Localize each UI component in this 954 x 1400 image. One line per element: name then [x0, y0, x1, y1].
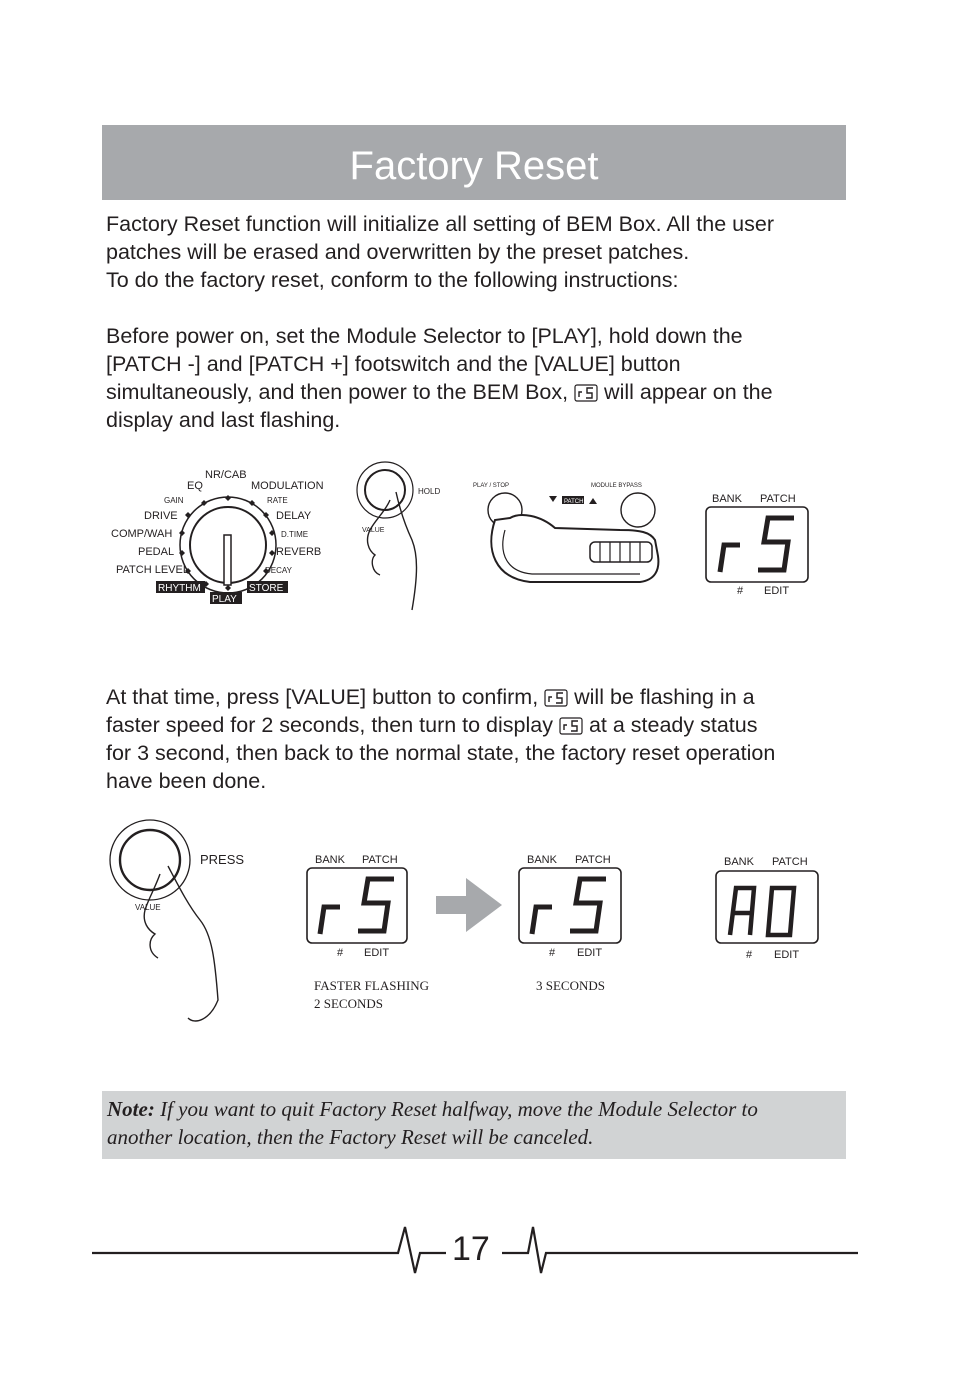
step2-line: have been done.	[106, 769, 267, 793]
step2-text: faster speed for 2 seconds, then turn to display	[106, 713, 559, 737]
step2-text: will be flashing in a	[568, 685, 755, 709]
display-bank-label: BANK	[315, 854, 345, 866]
page-title: Factory Reset	[349, 144, 599, 188]
pedal-box-figure	[473, 483, 658, 582]
selector-label-decay: DECAY	[265, 566, 292, 575]
figure-row-1	[100, 460, 840, 620]
value-label: VALUE	[135, 903, 161, 912]
display-edit-label: EDIT	[577, 947, 603, 959]
selector-label-compwah: COMP/WAH	[111, 528, 173, 540]
playstop-label: PLAY / STOP	[473, 483, 510, 489]
page-number: 17	[452, 1230, 490, 1268]
display-patch-label: PATCH	[575, 854, 611, 866]
display-hash-label: #	[737, 585, 744, 597]
caption-line: FASTER FLASHING	[314, 978, 429, 993]
selector-label-play: PLAY	[212, 594, 237, 605]
press-knob-figure	[110, 820, 244, 1021]
note-box	[102, 1091, 846, 1159]
display-edit-label: EDIT	[774, 949, 800, 961]
display-bank-label: BANK	[527, 854, 557, 866]
step1-line: Before power on, set the Module Selector to [PLAY], hold down the	[106, 324, 743, 348]
step1-paragraph	[106, 322, 846, 434]
display-hash-label: #	[746, 949, 753, 961]
selector-label-eq: EQ	[187, 480, 203, 492]
display-patch-label: PATCH	[362, 854, 398, 866]
rs-display-icon	[574, 384, 598, 402]
step2-line	[106, 711, 846, 739]
note-label: Note:	[107, 1097, 155, 1121]
modulebypass-label: MODULE BYPASS	[591, 483, 642, 489]
display-edit-label: EDIT	[364, 947, 390, 959]
press-label: PRESS	[200, 852, 245, 867]
note-text	[107, 1095, 843, 1151]
step2-line: for 3 second, then back to the normal state, the factory reset operation	[106, 741, 776, 765]
selector-label-delay: DELAY	[276, 510, 312, 522]
patch-label: PATCH	[564, 499, 584, 505]
step2-text: at a steady status	[582, 713, 758, 737]
caption-faster-flashing	[314, 977, 429, 1013]
intro-paragraph	[106, 210, 846, 294]
display-rs-1	[706, 493, 808, 597]
intro-line: Factory Reset function will initialize all setting of BEM Box. All the user	[106, 212, 774, 236]
display-bank-label: BANK	[724, 856, 754, 868]
selector-label-reverb: REVERB	[276, 546, 322, 558]
arrow-right-icon	[436, 878, 502, 932]
selector-label-patchlevel: PATCH LEVEL	[116, 564, 189, 576]
step2-text: At that time, press [VALUE] button to confirm,	[106, 685, 545, 709]
rs-display-icon	[559, 717, 583, 735]
display-a0	[716, 856, 818, 961]
intro-line: patches will be erased and overwritten by the preset patches.	[106, 240, 690, 264]
module-selector	[111, 469, 324, 605]
step1-line: display and last flashing.	[106, 408, 341, 432]
display-rs-steady	[519, 854, 621, 959]
note-line: another location, then the Factory Reset will be canceled.	[107, 1125, 594, 1149]
display-patch-label: PATCH	[760, 493, 796, 505]
hold-knob-figure	[357, 462, 440, 610]
selector-label-store: STORE	[249, 583, 284, 594]
selector-label-nrcab: NR/CAB	[205, 469, 247, 481]
step1-text: will appear on the	[598, 380, 773, 404]
step1-line	[106, 378, 846, 406]
note-line: If you want to quit Factory Reset halfway, move the Module Selector to	[154, 1097, 758, 1121]
selector-label-pedal: PEDAL	[138, 546, 175, 558]
display-hash-label: #	[337, 947, 344, 959]
hold-label: HOLD	[418, 487, 441, 496]
display-rs-flashing	[307, 854, 407, 959]
step1-text: simultaneously, and then power to the BEM Box,	[106, 380, 575, 404]
selector-label-rate: RATE	[267, 496, 288, 505]
display-bank-label: BANK	[712, 493, 742, 505]
intro-line: To do the factory reset, conform to the following instructions:	[106, 268, 679, 292]
display-edit-label: EDIT	[764, 585, 790, 597]
caption-line: 2 SECONDS	[314, 996, 383, 1011]
caption-three-seconds: 3 SECONDS	[536, 978, 605, 993]
title-bar	[102, 125, 846, 200]
display-hash-label: #	[549, 947, 556, 959]
selector-label-drive: DRIVE	[144, 510, 178, 522]
step2-line	[106, 683, 846, 711]
selector-label-gain: GAIN	[164, 496, 184, 505]
display-patch-label: PATCH	[772, 856, 808, 868]
selector-label-dtime: D.TIME	[281, 530, 309, 539]
selector-label-modulation: MODULATION	[251, 480, 324, 492]
value-label: VALUE	[362, 527, 385, 534]
selector-label-rhythm: RHYTHM	[158, 583, 201, 594]
step1-line: [PATCH -] and [PATCH +] footswitch and the [VALUE] button	[106, 352, 681, 376]
step2-paragraph	[106, 683, 846, 795]
figure-row-2	[100, 810, 840, 1030]
rs-display-icon	[544, 689, 568, 707]
